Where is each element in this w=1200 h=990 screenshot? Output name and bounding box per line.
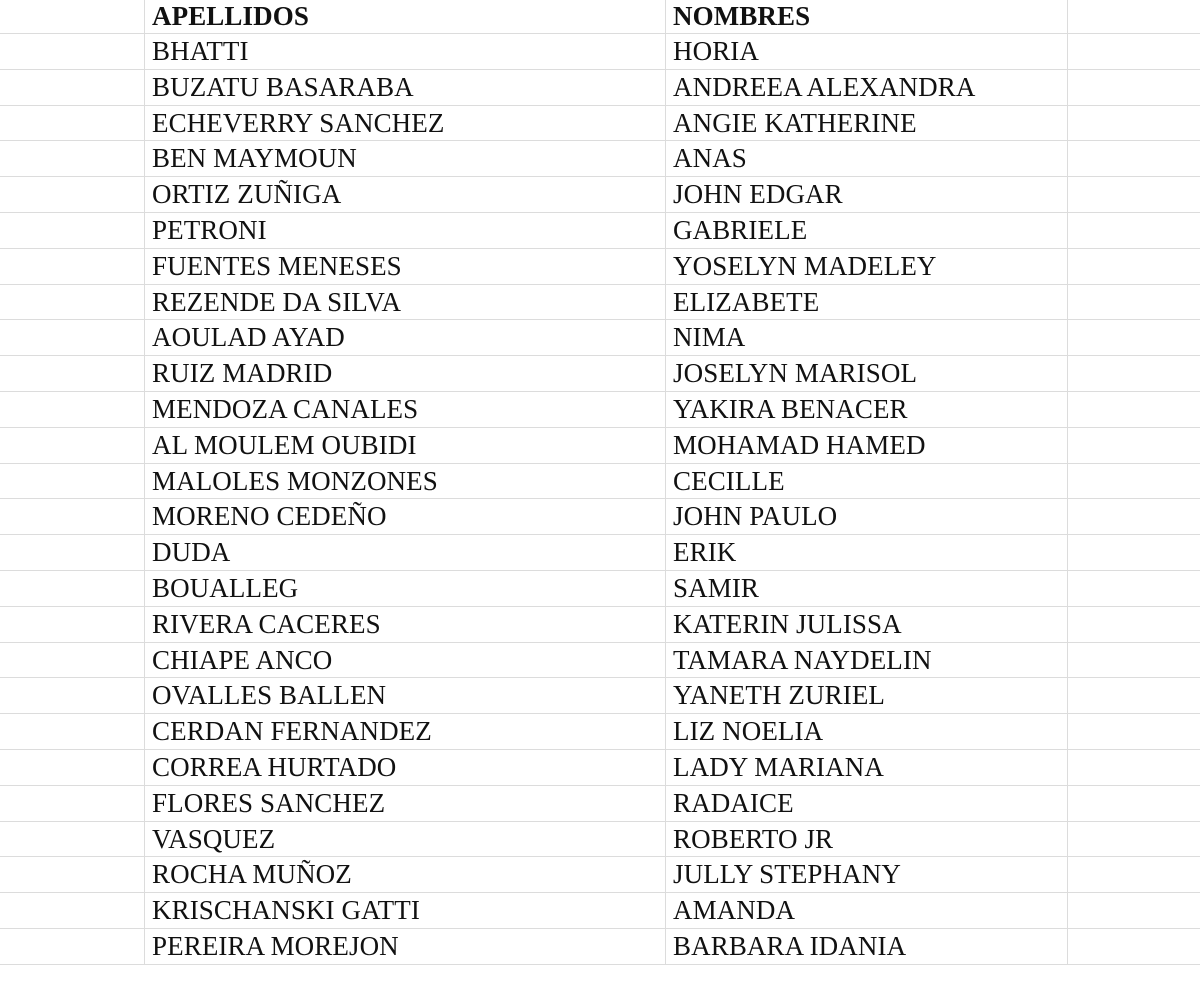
table-row	[0, 70, 1200, 106]
empty-cell[interactable]	[0, 392, 145, 427]
cell-apellidos[interactable]: PEREIRA MOREJON	[145, 929, 666, 964]
cell-apellidos[interactable]: RIVERA CACERES	[145, 607, 666, 642]
empty-cell[interactable]	[0, 249, 145, 284]
table-row	[0, 750, 1200, 786]
empty-cell[interactable]	[0, 34, 145, 69]
cell-apellidos[interactable]: PETRONI	[145, 213, 666, 248]
cell-nombres[interactable]: BARBARA IDANIA	[666, 929, 1068, 964]
cell-apellidos[interactable]: ORTIZ ZUÑIGA	[145, 177, 666, 212]
cell-nombres[interactable]: JOHN PAULO	[666, 499, 1068, 534]
empty-cell[interactable]	[1068, 106, 1200, 141]
cell-nombres[interactable]: ANGIE KATHERINE	[666, 106, 1068, 141]
table-row	[0, 428, 1200, 464]
table-row	[0, 571, 1200, 607]
table-row	[0, 822, 1200, 858]
empty-cell[interactable]	[1068, 70, 1200, 105]
table-row	[0, 177, 1200, 213]
empty-cell[interactable]	[1068, 786, 1200, 821]
cell-nombres[interactable]: JOHN EDGAR	[666, 177, 1068, 212]
table-row	[0, 678, 1200, 714]
table-row	[0, 141, 1200, 177]
cell-nombres[interactable]: JULLY STEPHANY	[666, 857, 1068, 892]
empty-cell[interactable]	[1068, 34, 1200, 69]
empty-cell[interactable]	[0, 70, 145, 105]
empty-cell[interactable]	[0, 141, 145, 176]
cell-apellidos[interactable]: FUENTES MENESES	[145, 249, 666, 284]
empty-cell[interactable]	[0, 714, 145, 749]
empty-cell[interactable]	[1068, 714, 1200, 749]
empty-cell[interactable]	[1068, 571, 1200, 606]
table-row	[0, 786, 1200, 822]
empty-cell[interactable]	[1068, 249, 1200, 284]
cell-nombres[interactable]: YANETH ZURIEL	[666, 678, 1068, 713]
empty-cell[interactable]	[0, 929, 145, 964]
header-row	[0, 0, 1200, 34]
cell-apellidos[interactable]: RUIZ MADRID	[145, 356, 666, 391]
cell-nombres[interactable]: JOSELYN MARISOL	[666, 356, 1068, 391]
empty-cell[interactable]	[1068, 213, 1200, 248]
cell-nombres[interactable]: ELIZABETE	[666, 285, 1068, 320]
cell-apellidos[interactable]: BEN MAYMOUN	[145, 141, 666, 176]
cell-apellidos[interactable]: VASQUEZ	[145, 822, 666, 857]
empty-cell[interactable]	[0, 0, 145, 33]
empty-cell[interactable]	[0, 678, 145, 713]
empty-cell[interactable]	[1068, 392, 1200, 427]
empty-cell[interactable]	[0, 893, 145, 928]
table-row	[0, 285, 1200, 321]
table-row	[0, 893, 1200, 929]
header-nombres[interactable]: NOMBRES	[666, 0, 1068, 33]
cell-nombres[interactable]: CECILLE	[666, 464, 1068, 499]
cell-apellidos[interactable]: AL MOULEM OUBIDI	[145, 428, 666, 463]
table-row	[0, 356, 1200, 392]
empty-cell[interactable]	[1068, 750, 1200, 785]
cell-nombres[interactable]: GABRIELE	[666, 213, 1068, 248]
empty-cell[interactable]	[1068, 535, 1200, 570]
table-row	[0, 249, 1200, 285]
empty-cell[interactable]	[1068, 177, 1200, 212]
cell-apellidos[interactable]: KRISCHANSKI GATTI	[145, 893, 666, 928]
table-row	[0, 499, 1200, 535]
cell-apellidos[interactable]: BUZATU BASARABA	[145, 70, 666, 105]
empty-cell[interactable]	[1068, 607, 1200, 642]
empty-cell[interactable]	[0, 750, 145, 785]
table-row	[0, 213, 1200, 249]
empty-cell[interactable]	[0, 786, 145, 821]
cell-apellidos[interactable]: FLORES SANCHEZ	[145, 786, 666, 821]
cell-nombres[interactable]: ROBERTO JR	[666, 822, 1068, 857]
cell-apellidos[interactable]: CERDAN FERNANDEZ	[145, 714, 666, 749]
cell-apellidos[interactable]: BHATTI	[145, 34, 666, 69]
cell-apellidos[interactable]: BOUALLEG	[145, 571, 666, 606]
empty-cell[interactable]	[0, 213, 145, 248]
table-row	[0, 929, 1200, 965]
table-row	[0, 535, 1200, 571]
table-row	[0, 392, 1200, 428]
cell-nombres[interactable]: ANAS	[666, 141, 1068, 176]
table-body	[0, 34, 1200, 965]
cell-nombres[interactable]: YAKIRA BENACER	[666, 392, 1068, 427]
empty-cell[interactable]	[0, 106, 145, 141]
empty-cell[interactable]	[0, 285, 145, 320]
table-row	[0, 34, 1200, 70]
empty-cell[interactable]	[1068, 356, 1200, 391]
empty-cell[interactable]	[1068, 678, 1200, 713]
empty-cell[interactable]	[1068, 428, 1200, 463]
cell-nombres[interactable]: HORIA	[666, 34, 1068, 69]
empty-cell[interactable]	[0, 643, 145, 678]
table-row	[0, 643, 1200, 679]
cell-nombres[interactable]: YOSELYN MADELEY	[666, 249, 1068, 284]
empty-cell[interactable]	[0, 356, 145, 391]
cell-nombres[interactable]: TAMARA NAYDELIN	[666, 643, 1068, 678]
empty-cell[interactable]	[0, 535, 145, 570]
empty-cell[interactable]	[1068, 822, 1200, 857]
table-row	[0, 464, 1200, 500]
empty-cell[interactable]	[0, 464, 145, 499]
header-apellidos[interactable]: APELLIDOS	[145, 0, 666, 33]
cell-apellidos[interactable]: OVALLES BALLEN	[145, 678, 666, 713]
cell-nombres[interactable]: AMANDA	[666, 893, 1068, 928]
empty-cell[interactable]	[0, 571, 145, 606]
empty-cell[interactable]	[1068, 464, 1200, 499]
empty-cell[interactable]	[0, 428, 145, 463]
table-row	[0, 714, 1200, 750]
empty-cell[interactable]	[1068, 929, 1200, 964]
cell-apellidos[interactable]: ROCHA MUÑOZ	[145, 857, 666, 892]
empty-cell[interactable]	[0, 499, 145, 534]
cell-apellidos[interactable]: CORREA HURTADO	[145, 750, 666, 785]
cell-apellidos[interactable]: REZENDE DA SILVA	[145, 285, 666, 320]
cell-apellidos[interactable]: ECHEVERRY SANCHEZ	[145, 106, 666, 141]
empty-cell[interactable]	[0, 607, 145, 642]
table-row	[0, 320, 1200, 356]
cell-apellidos[interactable]: DUDA	[145, 535, 666, 570]
empty-cell[interactable]	[1068, 499, 1200, 534]
empty-cell[interactable]	[1068, 320, 1200, 355]
empty-cell[interactable]	[1068, 141, 1200, 176]
cell-apellidos[interactable]: AOULAD AYAD	[145, 320, 666, 355]
cell-nombres[interactable]: ERIK	[666, 535, 1068, 570]
table-row	[0, 607, 1200, 643]
empty-cell[interactable]	[0, 822, 145, 857]
empty-cell[interactable]	[1068, 893, 1200, 928]
empty-cell[interactable]	[0, 320, 145, 355]
empty-cell[interactable]	[1068, 0, 1200, 33]
empty-cell[interactable]	[0, 177, 145, 212]
table-row	[0, 106, 1200, 142]
cell-apellidos[interactable]: MORENO CEDEÑO	[145, 499, 666, 534]
cell-nombres[interactable]: LIZ NOELIA	[666, 714, 1068, 749]
empty-cell[interactable]	[1068, 643, 1200, 678]
cell-apellidos[interactable]: CHIAPE ANCO	[145, 643, 666, 678]
empty-cell[interactable]	[1068, 285, 1200, 320]
cell-nombres[interactable]: LADY MARIANA	[666, 750, 1068, 785]
cell-nombres[interactable]: RADAICE	[666, 786, 1068, 821]
cell-apellidos[interactable]: MENDOZA CANALES	[145, 392, 666, 427]
empty-cell[interactable]	[1068, 857, 1200, 892]
cell-nombres[interactable]: MOHAMAD HAMED	[666, 428, 1068, 463]
cell-nombres[interactable]: SAMIR	[666, 571, 1068, 606]
cell-nombres[interactable]: ANDREEA ALEXANDRA	[666, 70, 1068, 105]
empty-cell[interactable]	[0, 857, 145, 892]
cell-nombres[interactable]: KATERIN JULISSA	[666, 607, 1068, 642]
cell-nombres[interactable]: NIMA	[666, 320, 1068, 355]
table-row	[0, 857, 1200, 893]
cell-apellidos[interactable]: MALOLES MONZONES	[145, 464, 666, 499]
